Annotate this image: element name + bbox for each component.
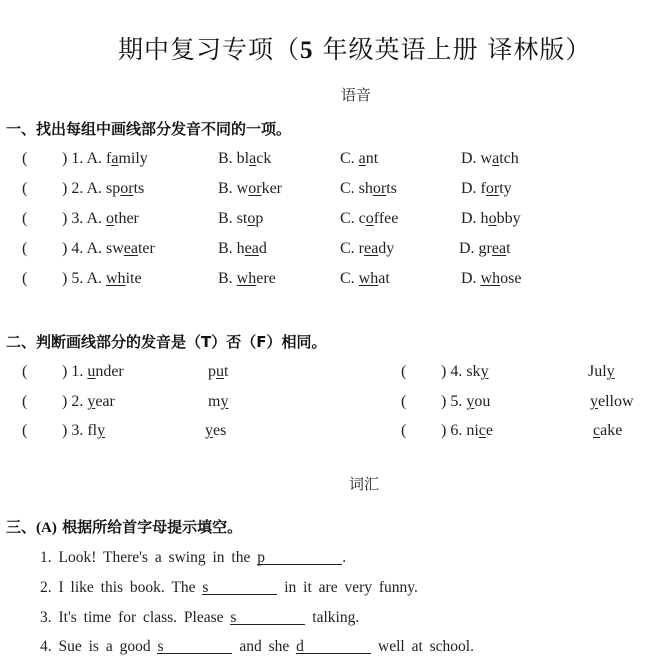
tf-question-5: ) 5. you xyxy=(441,393,491,410)
question-3-option-b: B. stop xyxy=(218,210,264,227)
tf-question-2: ) 2. year xyxy=(62,393,115,410)
underlined-letters: ea xyxy=(244,240,259,257)
fill-blank[interactable]: p xyxy=(257,549,342,565)
fill-sentence-1: 1. Look! There's a swing in the p . xyxy=(40,549,347,566)
part-heading-vocabulary: 词汇 xyxy=(349,475,380,493)
tf-question-1: ) 1. under xyxy=(62,363,124,380)
fill-sentence-4: 4. Sue is a good s and she d well at school. xyxy=(40,638,474,655)
underlined-letters: ea xyxy=(364,240,379,257)
underlined-letters: or xyxy=(372,180,387,197)
underlined-letters: u xyxy=(87,363,96,380)
fill-blank[interactable]: s xyxy=(230,609,305,625)
underlined-letters: y xyxy=(606,363,615,380)
underlined-letters: wh xyxy=(106,270,126,287)
underlined-letters: y xyxy=(205,422,213,439)
fill-blank[interactable]: d xyxy=(296,638,371,654)
page-title: 期中复习专项（5 年级英语上册 译林版） xyxy=(118,35,592,64)
word: under xyxy=(87,363,124,380)
underlined-letters: y xyxy=(590,393,598,410)
section-1-title: 一、找出每组中画线部分发音不同的一项。 xyxy=(6,120,292,138)
underlined-letters: a xyxy=(492,150,500,167)
answer-paren[interactable]: ( xyxy=(22,363,28,380)
underlined-letters: a xyxy=(358,150,366,167)
part-heading-phonetics: 语音 xyxy=(341,86,372,104)
answer-paren[interactable]: ( xyxy=(401,363,407,380)
answer-paren[interactable]: ( xyxy=(22,270,28,287)
underlined-letters: o xyxy=(247,210,256,227)
question-1-option-d: D. watch xyxy=(461,150,519,167)
question-5-option-a: ) 5. A. white xyxy=(62,270,142,287)
tf-compare-word-6: cake xyxy=(593,422,623,439)
answer-paren[interactable]: ( xyxy=(22,210,28,227)
question-4-option-b: B. head xyxy=(218,240,267,257)
question-2-option-a: ) 2. A. sports xyxy=(62,180,145,197)
underlined-letters: ea xyxy=(491,240,507,257)
tf-compare-word-4: July xyxy=(588,363,615,380)
underlined-letters: y xyxy=(480,363,489,380)
tf-question-6: ) 6. nice xyxy=(441,422,493,439)
fill-sentence-3: 3. It's time for class. Please s talking. xyxy=(40,609,360,626)
section-3-title: 三、(A) 根据所给首字母提示填空。 xyxy=(6,518,243,536)
underlined-letters: or xyxy=(248,180,262,197)
question-1-option-a: ) 1. A. family xyxy=(62,150,148,167)
underlined-letters: or xyxy=(120,180,134,197)
word: sweater xyxy=(106,240,155,257)
question-4-option-a: ) 4. A. sweater xyxy=(62,240,155,257)
answer-paren[interactable]: ( xyxy=(22,240,28,257)
tf-compare-word-2: my xyxy=(208,393,229,410)
tf-question-3: ) 3. fly xyxy=(62,422,106,439)
question-5-option-c: C. what xyxy=(340,270,390,287)
word: family xyxy=(106,150,148,167)
question-2-option-c: C. shorts xyxy=(340,180,397,197)
fill-sentence-2: 2. I like this book. The s in it are very funny. xyxy=(40,579,418,596)
underlined-letters: y xyxy=(97,422,106,439)
underlined-letters: or xyxy=(485,180,500,197)
word: sky xyxy=(466,363,489,380)
fill-blank[interactable]: s xyxy=(202,579,277,595)
word: you xyxy=(466,393,491,410)
tf-question-4: ) 4. sky xyxy=(441,363,489,380)
underlined-letters: u xyxy=(216,363,224,380)
question-3-option-c: C. coffee xyxy=(340,210,399,227)
answer-paren[interactable]: ( xyxy=(22,422,28,439)
underlined-letters: wh xyxy=(480,270,501,287)
tf-compare-word-1: put xyxy=(208,363,229,380)
underlined-letters: wh xyxy=(358,270,379,287)
underlined-letters: a xyxy=(111,150,119,167)
question-1-option-b: B. black xyxy=(218,150,272,167)
answer-paren[interactable]: ( xyxy=(401,422,407,439)
word: other xyxy=(106,210,139,227)
fill-blank[interactable]: s xyxy=(157,638,232,654)
question-3-option-d: D. hobby xyxy=(461,210,521,227)
underlined-letters: o xyxy=(365,210,374,227)
question-5-option-b: B. where xyxy=(218,270,276,287)
question-4-option-d: D. great xyxy=(459,240,511,257)
question-4-option-c: C. ready xyxy=(340,240,395,257)
answer-paren[interactable]: ( xyxy=(22,150,28,167)
word: white xyxy=(106,270,142,287)
answer-paren[interactable]: ( xyxy=(22,180,28,197)
question-2-option-d: D. forty xyxy=(461,180,512,197)
underlined-letters: y xyxy=(466,393,475,410)
answer-paren[interactable]: ( xyxy=(401,393,407,410)
section-2-title: 二、判断画线部分的发音是（T）否（F）相同。 xyxy=(6,333,327,351)
underlined-letters: c xyxy=(478,422,486,439)
word: fly xyxy=(87,422,106,439)
underlined-letters: a xyxy=(249,150,257,167)
word: year xyxy=(87,393,115,410)
question-3-option-a: ) 3. A. other xyxy=(62,210,139,227)
tf-compare-word-5: yellow xyxy=(590,393,634,410)
underlined-letters: ea xyxy=(123,240,138,257)
underlined-letters: o xyxy=(106,210,114,227)
answer-paren[interactable]: ( xyxy=(22,393,28,410)
word: nice xyxy=(466,422,493,439)
question-5-option-d: D. whose xyxy=(461,270,522,287)
underlined-letters: o xyxy=(488,210,497,227)
tf-compare-word-3: yes xyxy=(205,422,227,439)
question-1-option-c: C. ant xyxy=(340,150,379,167)
underlined-letters: y xyxy=(87,393,96,410)
underlined-letters: y xyxy=(220,393,229,410)
underlined-letters: wh xyxy=(236,270,257,287)
word: sports xyxy=(106,180,145,197)
question-2-option-b: B. worker xyxy=(218,180,282,197)
underlined-letters: c xyxy=(593,422,601,439)
